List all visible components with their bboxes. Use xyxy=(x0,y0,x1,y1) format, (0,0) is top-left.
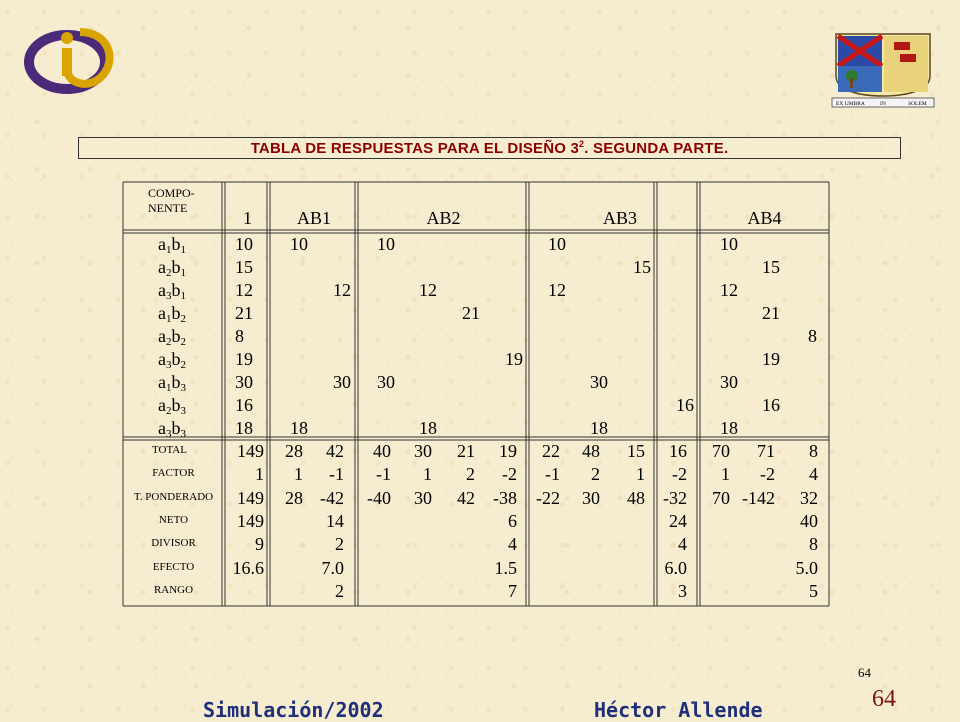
col-header-4: AB4 xyxy=(747,208,782,228)
summary-cell: -1 xyxy=(329,464,344,485)
summary-cell: 149 xyxy=(237,441,264,461)
col-header-2: AB2 xyxy=(426,208,461,228)
table-cell: 8 xyxy=(808,326,817,346)
table-cell: 30 xyxy=(333,372,351,392)
table-cell: 15 xyxy=(762,257,780,277)
summary-cell: 21 xyxy=(457,441,475,461)
col1-value: 12 xyxy=(235,280,253,300)
col-header-0: 1 xyxy=(243,208,252,228)
summary-cell: 6 xyxy=(508,510,517,531)
summary-cell: 7.0 xyxy=(321,557,344,578)
summary-cell: 32 xyxy=(800,487,818,508)
row-label: $a_1b_2$ xyxy=(158,303,186,325)
summary-cell: 71 xyxy=(757,441,775,461)
summary-cell: 1 xyxy=(255,464,264,485)
summary-cell: -142 xyxy=(742,487,775,508)
summary-cell: 8 xyxy=(809,534,818,555)
summary-cell: 42 xyxy=(326,441,344,461)
table-cell: 10 xyxy=(548,234,566,254)
summary-cell: 24 xyxy=(669,510,687,531)
col1-value: 21 xyxy=(235,303,253,323)
summary-cell: 30 xyxy=(582,487,600,508)
summary-cell: -32 xyxy=(663,487,687,508)
table-cell: 10 xyxy=(377,234,395,254)
table-cell: 12 xyxy=(720,280,738,300)
summary-cell: 1.5 xyxy=(494,557,517,578)
row-label: $a_1b_3$ xyxy=(158,372,186,394)
table-cell: 21 xyxy=(762,303,780,323)
summary-cell: 28 xyxy=(285,441,303,461)
summary-cell: -2 xyxy=(760,464,775,485)
summary-cell: 149 xyxy=(237,487,264,508)
summary-label: RANGO xyxy=(153,583,194,596)
table-cell: 21 xyxy=(462,303,480,323)
summary-cell: 28 xyxy=(285,487,303,508)
col1-value: 19 xyxy=(235,349,253,369)
summary-cell: 5 xyxy=(809,580,818,601)
summary-cell: 70 xyxy=(712,487,730,508)
summary-cell: 4 xyxy=(678,534,687,555)
summary-cell: -1 xyxy=(545,464,560,485)
footer-course: Simulación/2002 xyxy=(203,698,384,722)
table-cell: 12 xyxy=(548,280,566,300)
summary-cell: 30 xyxy=(414,487,432,508)
summary-cell: 22 xyxy=(542,441,560,461)
summary-cell: -42 xyxy=(320,487,344,508)
col-header-3: AB3 xyxy=(602,208,637,228)
table-cell: 30 xyxy=(720,372,738,392)
summary-label: EFECTO xyxy=(152,560,195,573)
row-label: $a_1b_1$ xyxy=(158,234,186,256)
summary-cell: 1 xyxy=(636,464,645,485)
table-cell: 12 xyxy=(419,280,437,300)
page-number-small: 64 xyxy=(858,665,871,680)
summary-label: T. PONDERADO xyxy=(133,490,214,503)
row-label: $a_2b_2$ xyxy=(158,326,186,348)
col1-value: 18 xyxy=(235,418,253,438)
row-label: $a_3b_2$ xyxy=(158,349,186,371)
summary-cell: -2 xyxy=(502,464,517,485)
summary-cell: 70 xyxy=(712,441,730,461)
footer-author: Héctor Allende xyxy=(594,698,763,722)
summary-label: TOTAL xyxy=(152,444,187,456)
motto-left: EX UMBRA xyxy=(836,101,865,107)
summary-cell: 1 xyxy=(721,464,730,485)
col1-value: 16 xyxy=(235,395,253,415)
summary-cell: 2 xyxy=(466,464,475,485)
table-cell: 19 xyxy=(505,349,523,369)
summary-cell: -2 xyxy=(672,464,687,485)
summary-cell: 3 xyxy=(678,580,687,601)
summary-cell: 4 xyxy=(508,534,517,555)
summary-cell: 48 xyxy=(627,487,645,508)
row-label: $a_2b_3$ xyxy=(158,395,186,417)
summary-cell: 2 xyxy=(591,464,600,485)
summary-cell: 40 xyxy=(800,510,818,531)
summary-cell: 5.0 xyxy=(795,557,818,578)
col1-value: 8 xyxy=(235,326,244,346)
summary-cell: -22 xyxy=(536,487,560,508)
summary-cell: 40 xyxy=(373,441,391,461)
motto-mid: IN xyxy=(880,101,886,107)
summary-cell: 30 xyxy=(414,441,432,461)
slide-title: TABLA DE RESPUESTAS PARA EL DISEÑO $3^2$. SEGUNDA PARTE. xyxy=(250,139,729,157)
table-cell: 18 xyxy=(419,418,437,438)
summary-cell: 48 xyxy=(582,441,600,461)
table-cell: 18 xyxy=(590,418,608,438)
summary-cell: 7 xyxy=(508,580,517,601)
summary-label: NETO xyxy=(158,513,189,526)
table-cell: 30 xyxy=(377,372,395,392)
summary-cell: 2 xyxy=(335,580,344,601)
summary-cell: 1 xyxy=(294,464,303,485)
row-label: $a_2b_1$ xyxy=(158,257,186,279)
col1-value: 30 xyxy=(235,372,253,392)
motto-right: SOLEM xyxy=(908,101,927,107)
summary-cell: 16 xyxy=(669,441,687,461)
component-header: COMPO- NENTE xyxy=(148,186,195,215)
col1-value: 10 xyxy=(235,234,253,254)
col1-value: 15 xyxy=(235,257,253,277)
summary-cell: 6.0 xyxy=(664,557,687,578)
col-header-1: AB1 xyxy=(296,208,331,228)
table-cell: 16 xyxy=(762,395,780,415)
row-label: $a_3b_3$ xyxy=(158,418,186,440)
summary-cell: 42 xyxy=(457,487,475,508)
summary-cell: 15 xyxy=(627,441,645,461)
summary-cell: 1 xyxy=(423,464,432,485)
table-cell: 30 xyxy=(590,372,608,392)
table-cell: 16 xyxy=(676,395,694,415)
summary-cell: -1 xyxy=(376,464,391,485)
summary-cell: 2 xyxy=(335,534,344,555)
summary-cell: 14 xyxy=(326,510,344,531)
summary-cell: 19 xyxy=(499,441,517,461)
summary-label: FACTOR xyxy=(152,467,195,480)
table-cell: 18 xyxy=(720,418,738,438)
summary-cell: 9 xyxy=(255,534,264,555)
summary-cell: 8 xyxy=(809,441,818,461)
table-cell: 19 xyxy=(762,349,780,369)
row-label: $a_3b_1$ xyxy=(158,280,186,302)
summary-cell: 149 xyxy=(237,510,264,531)
table-cell: 12 xyxy=(333,280,351,300)
summary-cell: 4 xyxy=(809,464,818,485)
summary-cell: -38 xyxy=(493,487,517,508)
summary-cell: 16.6 xyxy=(232,557,264,578)
table-cell: 10 xyxy=(290,234,308,254)
table-cell: 10 xyxy=(720,234,738,254)
table-cell: 18 xyxy=(290,418,308,438)
summary-label: DIVISOR xyxy=(151,537,196,550)
table-cell: 15 xyxy=(633,257,651,277)
page-number-big: 64 xyxy=(872,686,896,712)
summary-cell: -40 xyxy=(367,487,391,508)
